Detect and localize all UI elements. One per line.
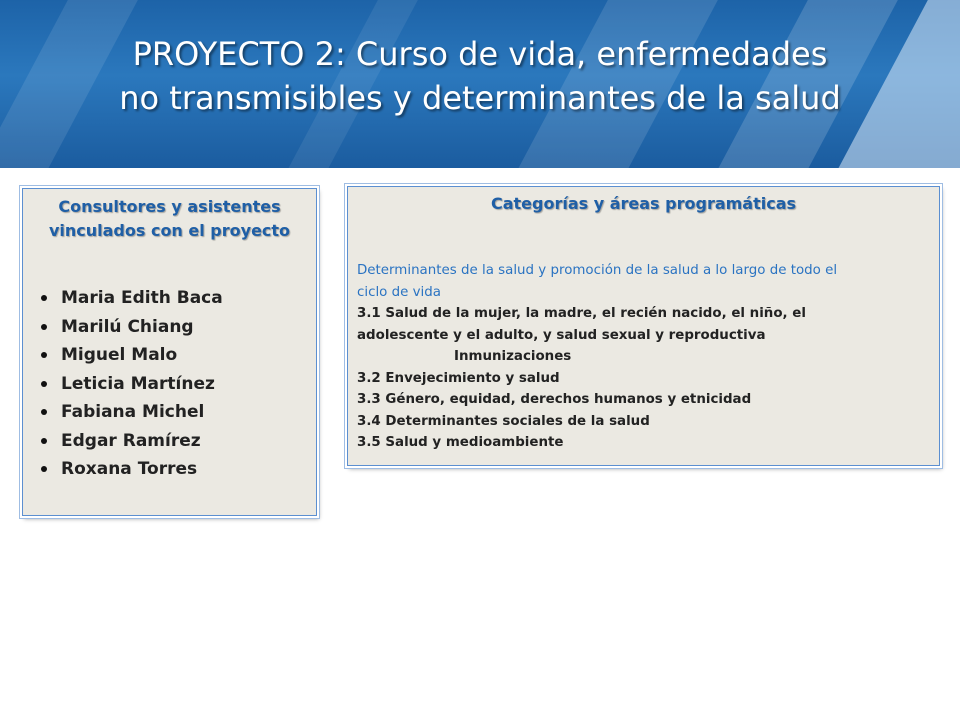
header-banner [0, 0, 960, 168]
categories-title: Categorías y áreas programáticas [490, 194, 797, 213]
category-item-3-1-line1: 3.1 Salud de la mujer, la madre, el recién nacido, el niño, el [357, 306, 806, 321]
consultants-list [41, 284, 223, 484]
categories-intro-line2: ciclo de vida [357, 284, 441, 300]
category-item-3-1 [357, 303, 932, 346]
consultants-title-line1: Consultores y asistentes [58, 197, 281, 216]
consultant-item: Roxana Torres [41, 455, 223, 484]
category-item-3-3: 3.3 Género, equidad, derechos humanos y etnicidad [357, 392, 752, 407]
categories-box [347, 186, 940, 466]
consultants-title-line2: vinculados con el proyecto [48, 221, 291, 240]
categories-intro-line1: Determinantes de la salud y promoción de la salud a lo largo de todo el [357, 263, 838, 278]
category-item-3-4: 3.4 Determinantes sociales de la salud [357, 413, 650, 429]
consultant-item: Maria Edith Baca [41, 284, 223, 313]
page-title [0, 32, 960, 120]
consultants-title [23, 189, 316, 243]
page-title-line2: no transmisibles y determinantes de la salud [119, 79, 841, 117]
category-item-3-2: 3.2 Envejecimiento y salud [357, 370, 560, 386]
category-subitem-immunizations: Inmunizaciones [454, 349, 572, 364]
consultant-item: Fabiana Michel [41, 398, 223, 427]
page-title-line1: PROYECTO 2: Curso de vida, enfermedades [132, 35, 828, 73]
consultants-box [22, 188, 317, 516]
consultant-item: Edgar Ramírez [41, 427, 223, 456]
category-item-3-1-line2: adolescente y el adulto, y salud sexual y reproductiva [357, 327, 766, 343]
category-item-3-5: 3.5 Salud y medioambiente [357, 435, 564, 450]
consultant-item: Leticia Martínez [41, 370, 223, 399]
categories-list [357, 260, 932, 454]
consultant-item: Miguel Malo [41, 341, 223, 370]
consultant-item: Marilú Chiang [41, 313, 223, 342]
categories-intro [357, 260, 932, 303]
